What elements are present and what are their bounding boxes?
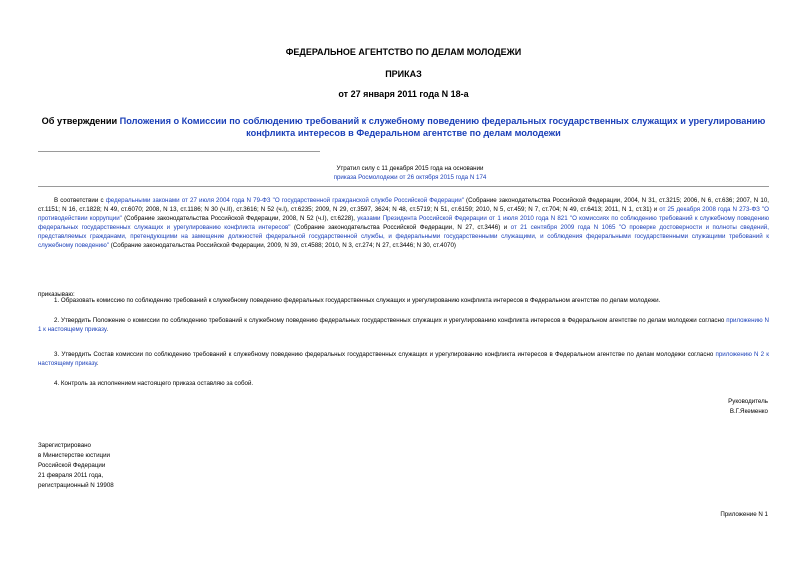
presidential-decree-821-link[interactable]: указами Президента Российской Федерации от 1 июля 2010 года N 821 "О комиссиях по соблюдению требований к служебному поведению федеральных государственных служащих и урегулированию конфликта интересов" (38, 215, 769, 232)
title-regulation-link[interactable]: Положения о Комиссии по соблюдению требований к служебному поведению федеральных государственных служащих и урегулированию конфликта интересов в Федеральном агентстве по делам молодежи (119, 116, 766, 138)
order-heading: ПРИКАЗ (385, 69, 422, 79)
order-item-3-text: 3. Утвердить Состав комиссии по соблюдению требований к служебному поведению федеральных государственных служащих и урегулированию конфликта интересов в Федеральном агентстве по делам молодежи согласно (54, 351, 716, 358)
appendix-label: Приложение N 1 (720, 511, 768, 518)
federal-laws-link[interactable]: федеральными законами от 27 июля 2004 года N 79-ФЗ "О государственной гражданской службе Российской Федерации" (105, 197, 464, 204)
anticorruption-law-link[interactable]: от 25 декабря 2008 года N 273-ФЗ "О противодействии коррупции" (38, 206, 769, 223)
preamble-text-1: В соответствии с (54, 197, 106, 204)
divider-short (38, 151, 320, 152)
title-prefix: Об утверждении (41, 116, 120, 126)
document-title (40, 115, 767, 139)
preamble-text-4: (Собрание законодательства Российской Федерации, N 27, ст.3446) и (290, 224, 511, 232)
registration-line-2: в Министерстве юстиции (38, 452, 111, 459)
order-item-4: 4. Контроль за исполнением настоящего приказа оставляю за собой. (54, 380, 254, 387)
order-item-3 (38, 350, 769, 368)
signature-block (728, 397, 768, 417)
order-item-3-end: . (96, 360, 99, 368)
registration-line-4: 21 февраля 2011 года, (38, 472, 104, 479)
order-item-1: 1. Образовать комиссию по соблюдению требований к служебному поведению федеральных государственных служащих и урегулированию конфликта интересов в Федеральном агентстве по делам молодежи. (54, 297, 661, 304)
appendix-1-link[interactable]: приложению N 1 к настоящему приказу (38, 317, 769, 334)
status-note (310, 164, 510, 182)
registration-line-3: Российской Федерации (38, 462, 106, 469)
appendix-2-link[interactable]: приложению N 2 к настоящему приказу (38, 351, 769, 368)
divider-full (38, 186, 769, 187)
preamble-paragraph (38, 196, 769, 251)
status-text: Утратил силу с 11 декабря 2015 года на основании (336, 165, 484, 172)
status-repeal-link[interactable]: приказа Росмолодежи от 26 октября 2015 года N 174 (333, 174, 487, 181)
preamble-text-3: (Собрание законодательства Российской Федерации, 2008, N 52 (ч.I), ст.6228), (121, 215, 358, 223)
order-item-2 (38, 316, 769, 334)
presidential-decree-1065-link[interactable]: от 21 сентября 2009 года N 1065 "О проверке достоверности и полноты сведений, представляемых гражданами, претендующими на замещение должностей федеральной государственной службы, и федеральными государственными служащими, и соблюдения федеральными государственными служащими требований к служебному поведению" (38, 224, 769, 250)
signer-name: В.Г.Якеменко (729, 408, 768, 415)
registration-line-5: регистрационный N 19908 (38, 482, 114, 489)
orders-word: приказываю: (38, 291, 75, 298)
order-item-2-end: . (106, 326, 109, 334)
registration-line-1: Зарегистрировано (38, 442, 91, 449)
order-date-number: от 27 января 2011 года N 18-а (338, 89, 469, 99)
order-item-2-text: 2. Утвердить Положение о комиссии по соблюдению требований к служебному поведению федеральных государственных служащих и урегулированию конфликта интересов в Федеральном агентстве по делам молодежи согласно (54, 317, 727, 324)
preamble-text-5: (Собрание законодательства Российской Федерации, 2009, N 39, ст.4588; 2010, N 3, ст.274; N 27, ст.3446; N 30, ст.4070) (109, 242, 456, 250)
preamble-text-2: (Собрание законодательства Российской Федерации, 2004, N 31, ст.3215; 2006, N 6, ст.636; 2007, N 10, ст.1151; N 16, ст.1828; N 49, ст.6070; 2008, N 13, ст.1186; N 30 (ч.II), ст.3616; N 52 (ч.I), ст.6235; 2009, N 29, ст.3597, 3624; N 48, ст.5719; N 51, ст.6159; 2010, N 5, ст.459; N 7, ст.704; N 49, ст.6413; 2011, N 1, ст.31) и (38, 197, 769, 214)
registration-block (38, 441, 114, 491)
agency-heading: ФЕДЕРАЛЬНОЕ АГЕНТСТВО ПО ДЕЛАМ МОЛОДЕЖИ (285, 47, 522, 57)
signer-role: Руководитель (728, 398, 768, 405)
